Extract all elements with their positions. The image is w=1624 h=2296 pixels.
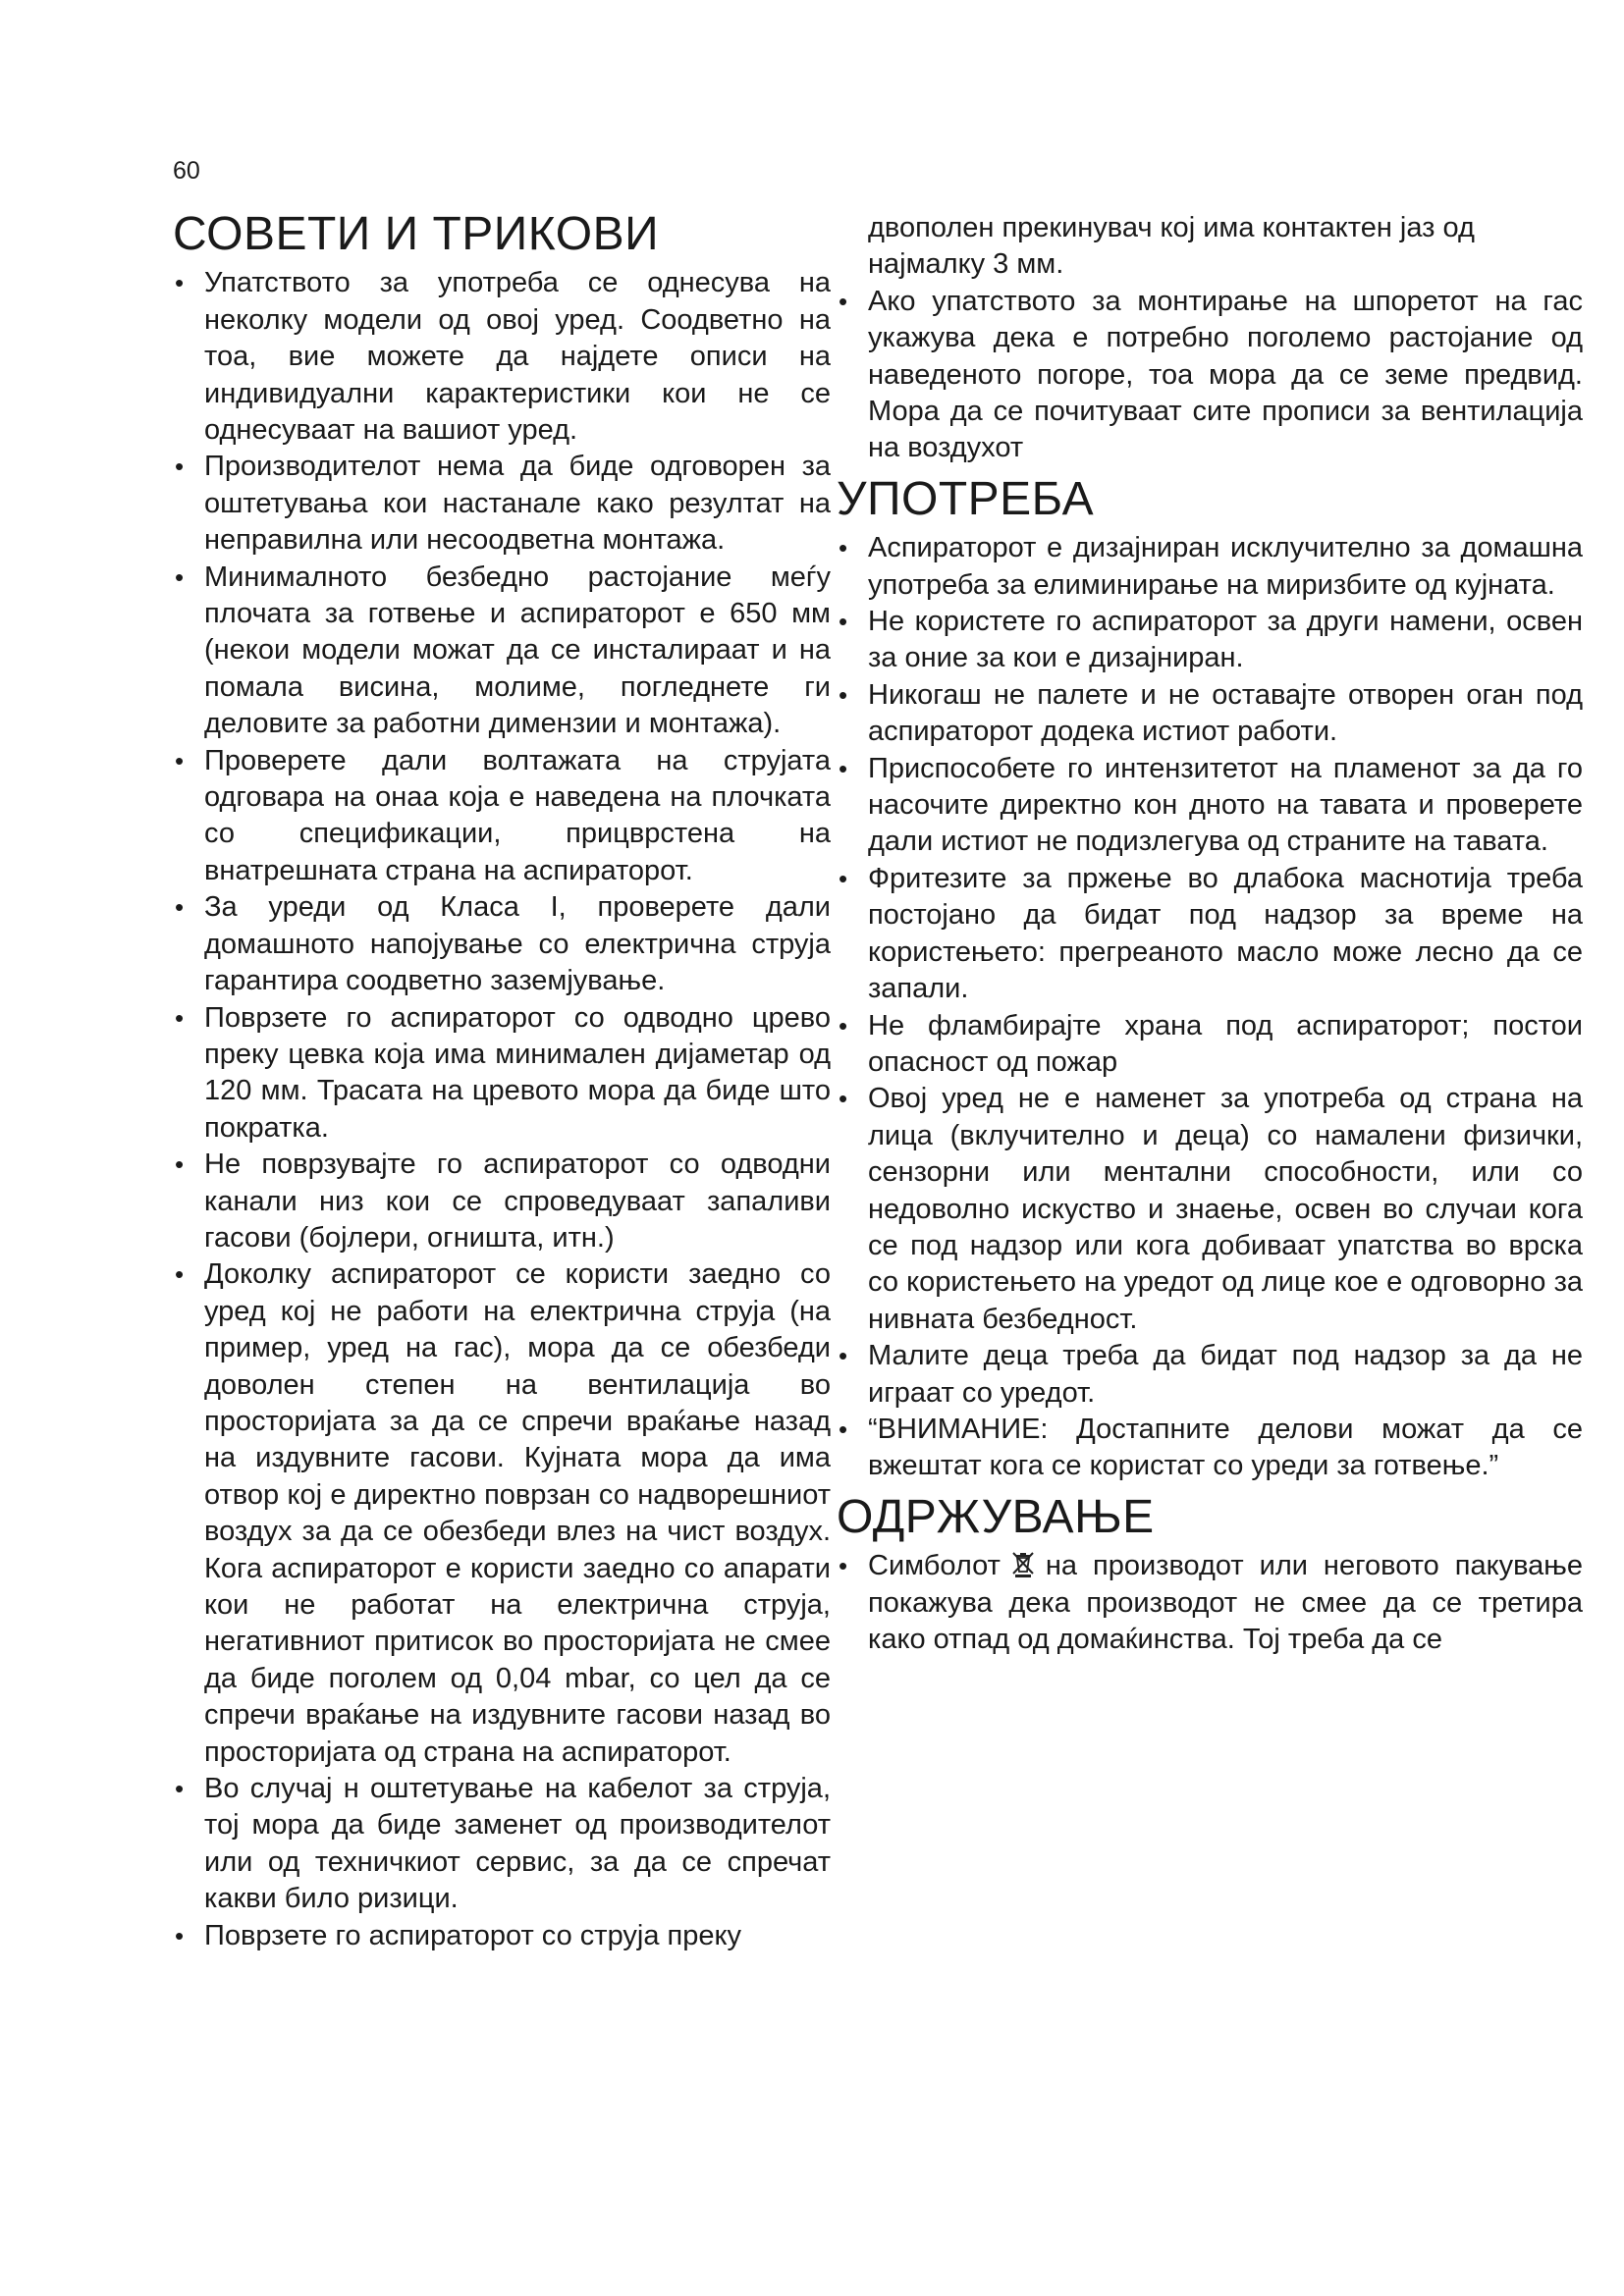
list-item: • Малите деца треба да бидат под надзор за да не играат со уредот. — [837, 1338, 1583, 1412]
use-list — [837, 530, 1583, 1485]
right-column — [837, 210, 1583, 1658]
list-item: • Не поврзувајте го аспираторот со одводни канали низ кои се спроведуваат запаливи гасови (бојлери, огништа, итн.) — [173, 1147, 831, 1256]
maintenance-heading: ОДРЖУВАЊЕ — [837, 1490, 1155, 1543]
list-item: • Производителот нема да биде одговорен за оштетувања кои настанале како резултат на неправилна или несоодветна монтажа. — [173, 449, 831, 559]
list-item: • Ако упатството за монтирање на шпоретот на гас укажува дека е потребно поголемо растојание од наведеното погоре, тоа мора да се земе предвид. Мора да се почитуваат сите прописи за вентилација на воздухот — [837, 284, 1583, 467]
maintenance-list — [837, 1548, 1583, 1658]
symbol-description: на производот или неговото пакување покажува дека производот не смее да се третира како отпад од домаќинства. Тој треба да се — [868, 1550, 1583, 1655]
tips-list-continued — [837, 284, 1583, 467]
list-item: • Проверете дали волтажата на струјата одговара на онаа која е наведена на плочката со спецификации, прицврстена на внатрешната страна на аспираторот. — [173, 743, 831, 890]
list-item: • “ВНИМАНИЕ: Достапните делови можат да се вжештат кога се користат со уреди за готвење.” — [837, 1412, 1583, 1485]
list-item: • Упатството за употреба се однесува на неколку модели од овој уред. Соодветно на тоа, вие можете да најдете описи на индивидуални карактеристики кои не се однесуваат на вашиот уред. — [173, 265, 831, 449]
tips-heading: СОВЕТИ И ТРИКОВИ — [173, 208, 660, 260]
list-item: • Фритезите за пржење во длабока маснотија треба постојано да бидат под надзор за време на користењето: прегреаното масло може лесно да се запали. — [837, 861, 1583, 1008]
left-column — [173, 210, 831, 1954]
list-item: • Аспираторот е дизајниран исклучително за домашна употреба за елиминирање на миризбите од кујната. — [837, 530, 1583, 604]
list-item: • Приспособете го интензитетот на пламенот за да го насочите директно кон дното на тавата и проверете дали истиот не подизлегува од страните на тавата. — [837, 751, 1583, 861]
list-item: • Доколку аспираторот се користи заедно со уред кој не работи на електрична струја (на пример, уред на гас), мора да се обезбеди доволен степен на вентилација во просторијата за да се спречи враќање назад на издувните гасови. Кујната мора да има отвор кој е директно поврзан со надворешниот воздух за да се обезбеди влез на чист воздух. Кога аспираторот е користи заедно со апарати кои не работат на електрична струја, негативниот притисок во просторијата не смее да биде поголем од 0,04 mbar, со цел да се спречи враќање на издувните гасови назад во просторијата од страна на аспираторот. — [173, 1256, 831, 1771]
list-item: • Не користете го аспираторот за други намени, освен за оние за кои е дизајниран. — [837, 604, 1583, 677]
list-item: • Поврзете го аспираторот со струја преку — [173, 1918, 831, 1954]
page-number: 60 — [173, 157, 200, 185]
list-item: • Минималното безбедно растојание меѓу плочата за готвење и аспираторот е 650 мм (некои модели можат да се инсталираат и на помала висина, молиме, погледнете ги деловите за работни димензии и монтажа). — [173, 560, 831, 743]
list-item: • Поврзете го аспираторот со одводно црево преку цевка која има минимален дијаметар од 120 мм. Трасата на цревото мора да биде што пократка. — [173, 1000, 831, 1148]
list-item: • Не фламбирајте храна под аспираторот; постои опасност од пожар — [837, 1008, 1583, 1082]
list-item: • Овој уред не е наменет за употреба од страна на лица (вклучително и деца) со намалени физички, сензорни или ментални способности, или со недоволно искуство и знаење, освен во случаи кога се под надзор или кога добиваат упатства во врска со користењето на уредот од лице кое е одговорно за нивната безбедност. — [837, 1081, 1583, 1338]
symbol-text: Симболот — [868, 1550, 1001, 1582]
use-heading: УПОТРЕБА — [837, 472, 1095, 525]
list-item — [837, 1548, 1583, 1658]
crossed-bin-icon — [1008, 1549, 1038, 1578]
list-item: • Во случај н оштетување на кабелот за струја, тој мора да биде заменет од производителот или од техничкиот сервис, за да се спречат какви било ризици. — [173, 1771, 831, 1918]
tips-list — [173, 265, 831, 1954]
list-item: • Никогаш не палете и не оставајте отворен оган под аспираторот додека истиот работи. — [837, 677, 1583, 751]
list-item-continuation: двополен прекинувач кој има контактен јаз од најмалку 3 мм. — [868, 212, 1475, 281]
list-item: • За уреди од Класа I, проверете дали домашното напојување со електрична струја гарантира соодветно заземјување. — [173, 889, 831, 999]
